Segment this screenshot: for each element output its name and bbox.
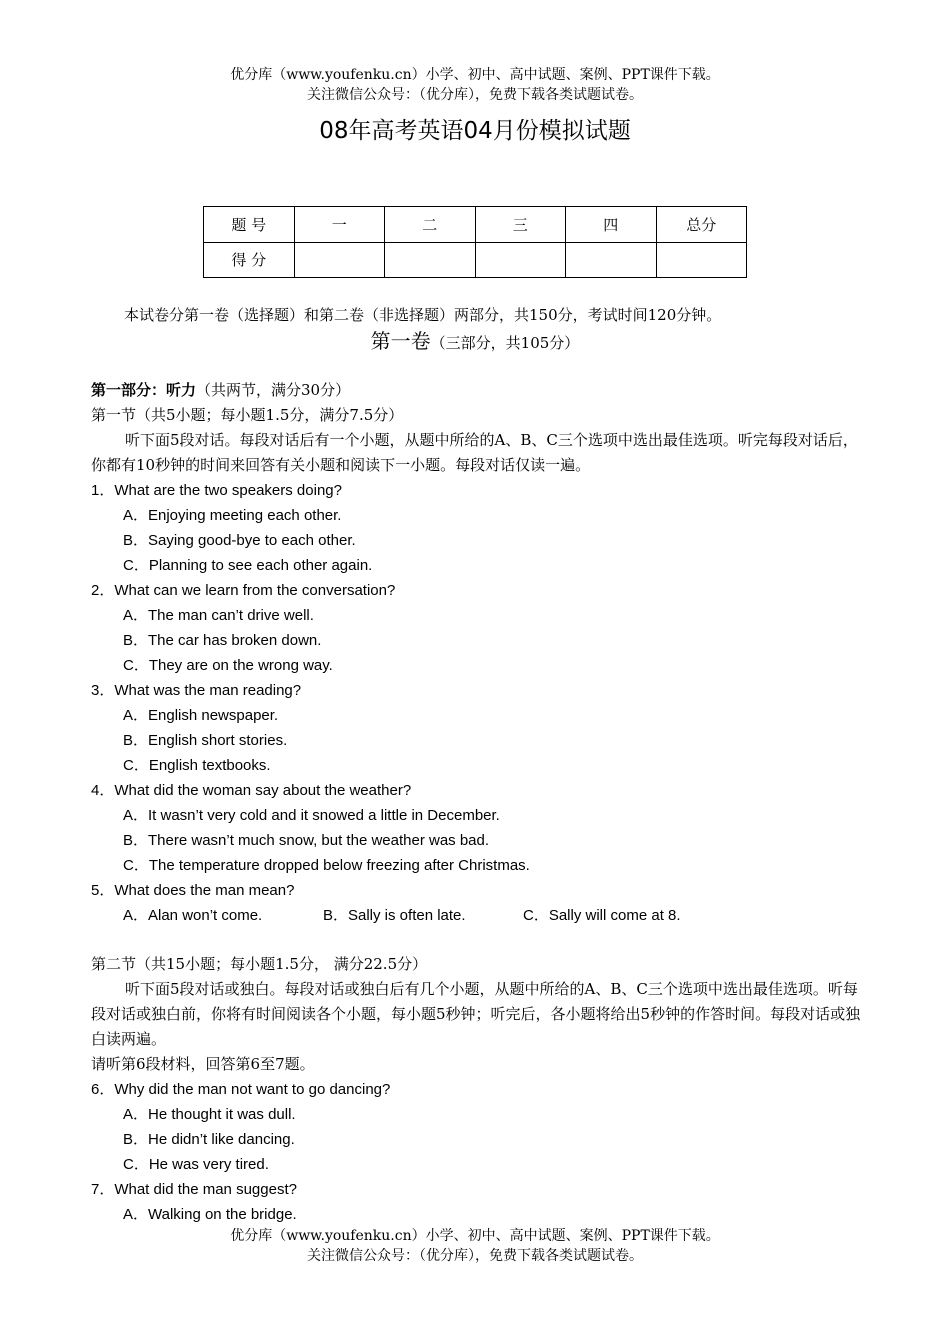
score-cell <box>656 242 747 278</box>
question-stem: 6．Why did the man not want to go dancing? <box>91 1081 391 1098</box>
spacer <box>91 928 861 952</box>
exam-intro: 本试卷分第一卷（选择题）和第二卷（非选择题）两部分，共150分，考试时间120分钟。 <box>124 306 722 324</box>
section-instructions: 听下面5段对话或独白。每段对话或独白后有几个小题，从题中所给的A、B、C三个选项中选出最佳选项。听每段对话或独白前，你将有时间阅读各个小题，每小题5秒钟；听完后，各小题将给出5秒钟的作答时间。每段对话或独白读两遍。 <box>91 980 861 1048</box>
footer-line-2: 关注微信公众号：（优分库），免费下载各类试题试卷。 <box>307 1248 643 1264</box>
question-stem: 2．What can we learn from the conversation? <box>91 582 396 599</box>
volume-subtitle: （三部分，共105分） <box>430 334 580 352</box>
answer-option: A．He thought it was dull. <box>123 1106 296 1123</box>
question-stem: 5．What does the man mean? <box>91 882 295 899</box>
score-cell: 二 <box>385 207 476 243</box>
answer-option: A．It wasn’t very cold and it snowed a little in December. <box>123 807 500 824</box>
score-table <box>203 206 747 278</box>
answer-option: B．The car has broken down. <box>123 632 322 649</box>
score-cell <box>475 242 566 278</box>
answer-option: C．They are on the wrong way. <box>123 657 333 674</box>
question-stem: 3．What was the man reading? <box>91 682 302 699</box>
question-stem: 1．What are the two speakers doing? <box>91 482 342 499</box>
answer-options-row <box>91 903 861 928</box>
header-line-1: 优分库（www.youfenku.cn）小学、初中、高中试题、案例、PPT课件下载。 <box>230 67 720 83</box>
header-line-2: 关注微信公众号：（优分库），免费下载各类试题试卷。 <box>307 87 643 103</box>
part-heading <box>91 378 861 403</box>
footer-line-1: 优分库（www.youfenku.cn）小学、初中、高中试题、案例、PPT课件下载。 <box>230 1228 720 1244</box>
answer-option: B．There wasn’t much snow, but the weather was bad. <box>123 832 490 849</box>
answer-option: A．Walking on the bridge. <box>123 1206 297 1223</box>
section-instructions: 听下面5段对话。每段对话后有一个小题，从题中所给的A、B、C三个选项中选出最佳选项。听完每段对话后，你都有10秒钟的时间来回答有关小题和阅读下一小题。每段对话仅读一遍。 <box>91 431 858 474</box>
answer-option: A．English newspaper. <box>123 707 279 724</box>
score-table-row-header <box>204 207 747 243</box>
section-heading: 第一节（共5小题；每小题1.5分，满分7.5分） <box>91 406 404 424</box>
answer-option: A．Enjoying meeting each other. <box>123 507 342 524</box>
score-cell: 总分 <box>656 207 747 243</box>
score-cell <box>566 242 657 278</box>
answer-option: B．He didn’t like dancing. <box>123 1131 295 1148</box>
part-heading-bold: 第一部分：听力 <box>91 381 197 399</box>
exam-body <box>91 378 861 1227</box>
score-cell <box>294 242 385 278</box>
answer-option: C．The temperature dropped below freezing after Christmas. <box>123 857 530 874</box>
score-cell: 题 号 <box>204 207 295 243</box>
answer-option: C．English textbooks. <box>123 757 271 774</box>
material-note: 请听第6段材料，回答第6至7题。 <box>91 1055 315 1073</box>
volume-title: 第一卷 <box>370 329 431 353</box>
page-title: 08年高考英语04月份模拟试题 <box>319 118 631 144</box>
answer-option: B．Sally is often late. <box>323 907 466 924</box>
score-cell: 三 <box>475 207 566 243</box>
answer-option: A．Alan won’t come. <box>123 907 263 924</box>
answer-option: C．He was very tired. <box>123 1156 269 1173</box>
score-table-row-score <box>204 242 747 278</box>
page-footer <box>0 1226 950 1266</box>
score-cell: 四 <box>566 207 657 243</box>
question-stem: 4．What did the woman say about the weather? <box>91 782 412 799</box>
volume-heading <box>0 328 950 356</box>
answer-option: C．Planning to see each other again. <box>123 557 373 574</box>
part-heading-rest: （共两节，满分30分） <box>196 381 351 399</box>
question-stem: 7．What did the man suggest? <box>91 1181 297 1198</box>
score-cell: 得 分 <box>204 242 295 278</box>
score-cell <box>385 242 476 278</box>
answer-option: B．Saying good-bye to each other. <box>123 532 356 549</box>
page-header <box>0 65 950 105</box>
score-cell: 一 <box>294 207 385 243</box>
section-heading: 第二节（共15小题；每小题1.5分， 满分22.5分） <box>91 955 428 973</box>
answer-option: C．Sally will come at 8. <box>523 907 681 924</box>
answer-option: A．The man can’t drive well. <box>123 607 314 624</box>
answer-option: B．English short stories. <box>123 732 288 749</box>
